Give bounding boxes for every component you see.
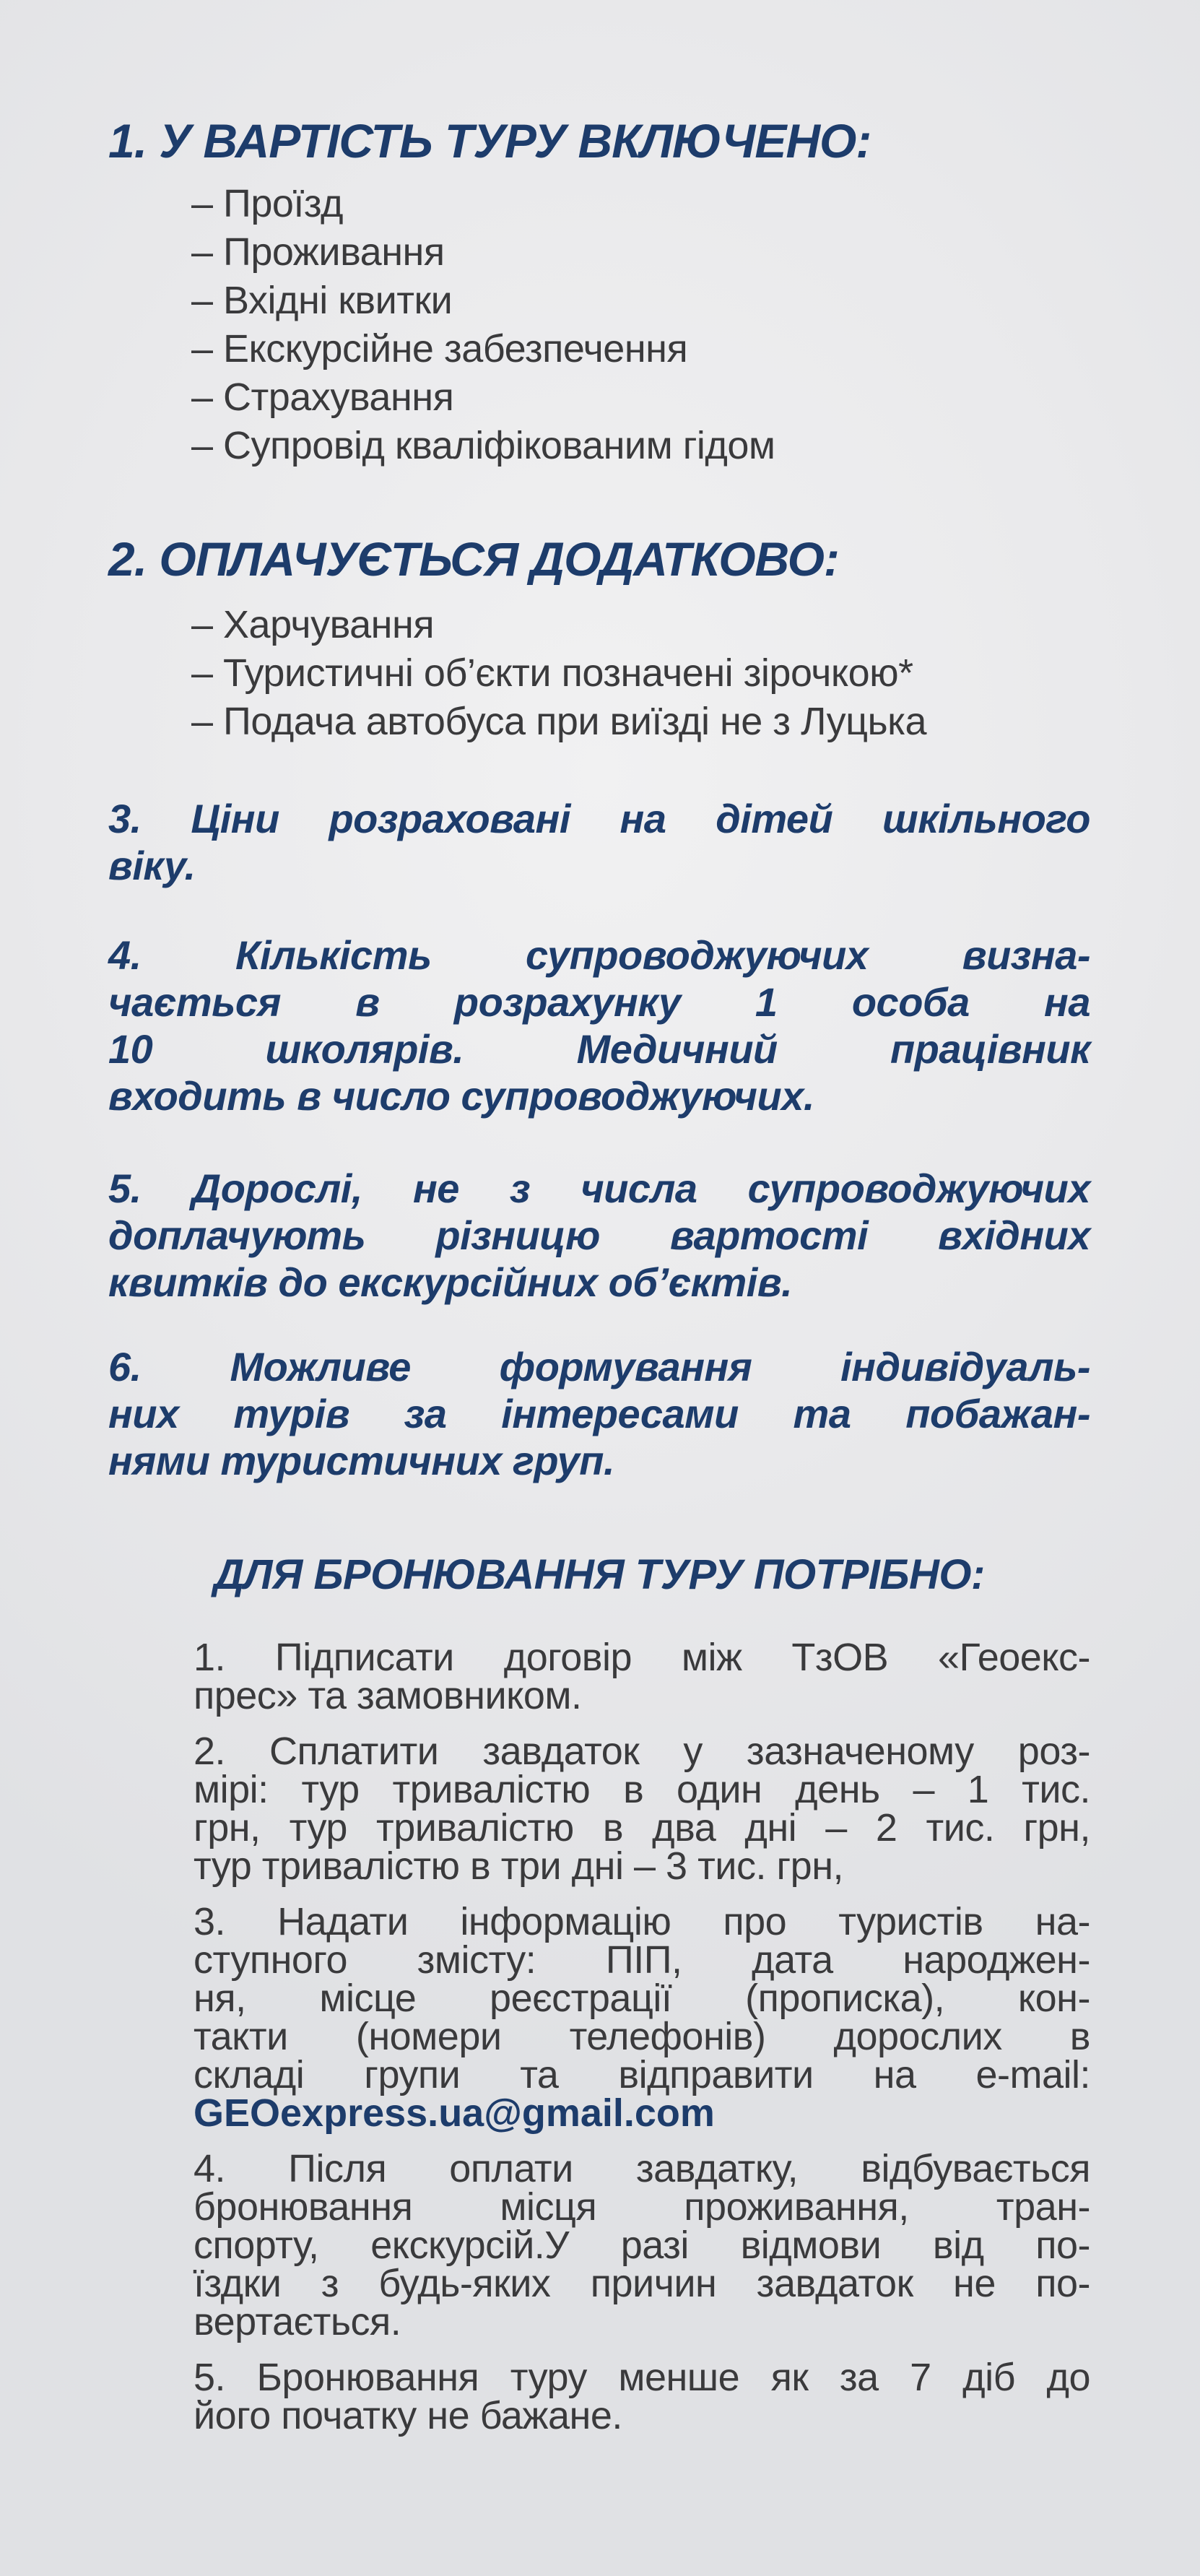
step-line: грн, тур тривалістю в два дні – 2 тис. грн, <box>194 1806 1090 1849</box>
booking-step <box>194 1636 1090 1717</box>
included-list <box>191 180 1090 470</box>
step-line: такти (номери телефонів) дорослих в <box>194 2015 1090 2058</box>
paragraph-line: чається в розрахунку 1 особа на <box>108 979 1090 1025</box>
paragraph-line: 3. Ціни розраховані на дітей шкільного <box>108 796 1090 841</box>
step-line: спорту, екскурсій.У разі відмови від по- <box>194 2224 1090 2267</box>
paragraph-line: віку. <box>108 843 196 888</box>
step-line: 2. Сплатити завдаток у зазначеному роз- <box>194 1730 1090 1773</box>
step-line: 3. Надати інформацію про туристів на- <box>194 1900 1090 1943</box>
paragraph-line: квитків до екскурсійних об’єктів. <box>108 1259 793 1305</box>
list-item: – Туристичні об’єкти позначені зірочкою* <box>191 651 913 695</box>
step-line: бронювання місця проживання, тран- <box>194 2185 1090 2229</box>
step-line: прес» та замовником. <box>194 1674 582 1717</box>
step-line: вертається. <box>194 2300 401 2343</box>
paragraph-line: 5. Дорослі, не з числа супроводжуючих <box>108 1166 1090 1211</box>
step-line: 4. Після оплати завдатку, відбувається <box>194 2147 1090 2190</box>
list-item: – Страхування <box>191 376 454 419</box>
list-item: – Вхідні квитки <box>191 279 453 322</box>
booking-step <box>194 2147 1090 2343</box>
term-6 <box>108 1343 1090 1484</box>
step-line: складі групи та відправити на e-mail: <box>194 2053 1090 2096</box>
booking-step <box>194 1900 1090 2135</box>
step-line: його початку не бажане. <box>194 2394 622 2437</box>
booking-step <box>194 2356 1090 2437</box>
paragraph-line: них турів за інтересами та побажан- <box>108 1391 1090 1436</box>
term-3 <box>108 795 1090 889</box>
paragraph-line: 4. Кількість супроводжуючих визна- <box>108 932 1090 978</box>
list-item: – Проїзд <box>191 182 343 225</box>
list-item: – Харчування <box>191 603 435 646</box>
paragraph-line: нями туристичних груп. <box>108 1438 615 1483</box>
step-line: мірі: тур тривалістю в один день – 1 тис. <box>194 1768 1090 1811</box>
extra-pay-list <box>191 601 1090 746</box>
email-text: GEOexpress.ua@gmail.com <box>194 2091 715 2135</box>
paragraph-line: доплачують різницю вартості вхідних <box>108 1213 1090 1258</box>
list-item: – Екскурсійне забезпечення <box>191 327 688 370</box>
extra-pay-heading: 2. ОПЛАЧУЄТЬСЯ ДОДАТКОВО: <box>108 532 839 586</box>
step-line: ня, місце реєстрації (прописка), кон- <box>194 1977 1090 2020</box>
list-item: – Проживання <box>191 230 445 274</box>
step-line: 1. Підписати договір між ТзОВ «Геоекс- <box>194 1636 1090 1679</box>
list-item: – Подача автобуса при виїзді не з Луцька <box>191 700 927 743</box>
booking-steps <box>194 1636 1090 2437</box>
step-line: їздки з будь-яких причин завдаток не по- <box>194 2262 1090 2305</box>
booking-step <box>194 1732 1090 1886</box>
included-heading: 1. У ВАРТІСТЬ ТУРУ ВКЛЮЧЕНО: <box>108 114 871 168</box>
step-line: тур тривалістю в три дні – 3 тис. грн, <box>194 1844 844 1888</box>
step-line: ступного змісту: ПІП, дата народжен- <box>194 1938 1090 1982</box>
flyer-content <box>108 113 1090 2435</box>
list-item: – Супровід кваліфікованим гідом <box>191 424 775 467</box>
term-4 <box>108 932 1090 1119</box>
paragraph-line: 6. Можливе формування індивідуаль- <box>108 1344 1090 1389</box>
paragraph-line: входить в число супроводжуючих. <box>108 1073 814 1119</box>
term-5 <box>108 1165 1090 1306</box>
step-line: 5. Бронювання туру менше як за 7 діб до <box>194 2356 1090 2399</box>
paragraph-line: 10 школярів. Медичний працівник <box>108 1026 1090 1072</box>
booking-heading: ДЛЯ БРОНЮВАННЯ ТУРУ ПОТРІБНО: <box>214 1551 985 1598</box>
